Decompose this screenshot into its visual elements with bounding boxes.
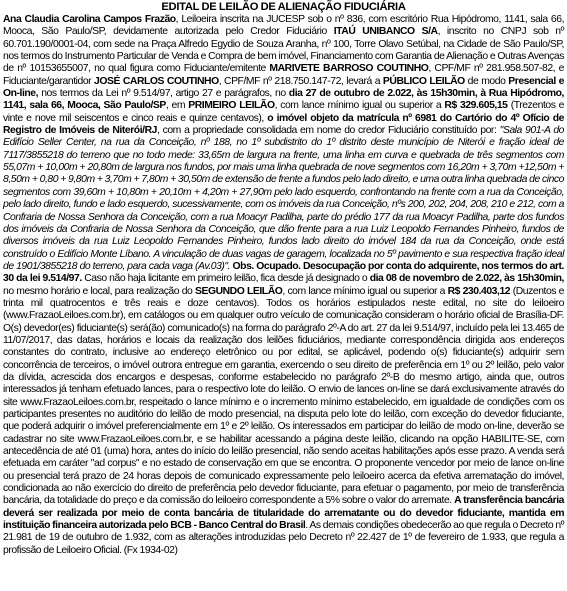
body-text-04: , CPF/MF nº 218.750.147-72, levará a xyxy=(218,75,383,87)
auctioneer-name: Ana Claudia Carolina Campos Frazão xyxy=(3,14,176,25)
body-text-14: (Duzentos e trinta mil quatrocentos e três reais e doze centavos). Todos os horários estipulados neste edital, no site do leiloeiro (www.FrazaoLeiloes.com.br), em catálogos ou em qualquer outro veículo de comunicação consideram o horário oficial de Brasília-DF. O(s) devedor(es) fiduciante(s) será(ão) comunicado(s) na forma do parágrafo 2º-A do art. 27 da lei 9.514/97, incluído pela lei 13.465 de 11/07/2017, das datas, horários e locais da realização dos leilões fiduciários, mediante correspondência dirigida aos endereços constantes do contrato, inclusive ao endereço eletrônico ou por edital, se aplicável, podendo o(s) fiduciante(s) adquirir sem concorrência de terceiros, o imóvel outrora entregue em garantia, exercendo o seu direito de preferência em 1º ou 2º leilão, pelo valor da dívida, acrescida dos encargos e despesas, conforme estabelecido no parágrafo 2º-B do mesmo artigo, ainda que, outros interessados já tenham efetuado lances, para o respectivo lote do leilão. O envio de lances on-line se dará exclusivamente através do site www.FrazaoLeiloes.com.br, respeitado o lance mínimo e o incremento mínimo estabelecido, em igualdade de condições com os participantes presentes no auditório do leilão de modo presencial, na disputa pelo lote do leilão, com exceção do devedor fiduciante, que poderá adquirir o imóvel preferencialmente em 1º e 2º leilão. Os interessados em participar do leilão de modo on-line, deverão se cadastrar no site www.FrazaoLeiloes.com.br, e se habilitar acessando a página deste leilão, clicando na opção HABILITE-SE, com antecedência de até 01 (uma) hora, antes do início do leilão presencial, não sendo aceitas habilitações após esse prazo. A venda será efetuada em caráter "ad corpus" e no estado de conservação em que se encontra. O proponente vencedor por meio de lance on-line ou presencial terá prazo de 24 horas depois de comunicado expressamente pelo leiloeiro acerca da efetiva arrematação do imóvel, condicionada ao não exercício do direito de preferência pelo devedor fiduciante, para efetuar o pagamento, por meio de transferência bancária, da totalidade do preço e da comissão do leiloeiro correspondente a 5% sobre o valor do arremate. xyxy=(3,285,564,507)
body-text-05: de modo xyxy=(464,75,509,87)
body-text-13: , com lance mínimo igual ou superior a xyxy=(282,285,448,297)
property-intro: o imóvel objeto da matrícula nº 6981 do Cartório do 4º Ofício de Registro de Imóveis de Niterói/RJ xyxy=(3,112,564,137)
body-text-01: , Leiloeira inscrita na JUCESP sob o nº 836, com escritório Rua Hipódromo, 1141, sala 66, Mooca, São Paulo/SP, devidamente autorizada pelo Credor Fiduciário xyxy=(3,14,564,38)
body-text-09: (Trezentos e vinte e nove mil seiscentos e cinco reais e quinze centavos), xyxy=(3,100,564,124)
debtor2-name: JOSÉ CARLOS COUTINHO xyxy=(94,75,219,87)
second-auction-label: SEGUNDO LEILÃO xyxy=(194,285,283,297)
second-auction-date: dia 08 de novembro de 2.022, às 15h30min, xyxy=(369,273,564,285)
first-auction-label: PRIMEIRO LEILÃO xyxy=(188,100,275,112)
body-text-06: nos termos da Lei nº 9.514/97, artigo 27 e parágrafos, no xyxy=(38,88,289,100)
notice-body xyxy=(3,14,564,557)
creditor-name: ITAÚ UNIBANCO S/A xyxy=(333,26,438,38)
auction-mode: Presencial e On-line, xyxy=(3,75,564,100)
body-text-15: . As demais condições obedecerão ao que regula o Decreto nº 21.981 de 19 de outubro de 1.932, com as alterações introduzidas pelo Decreto nº 22.427 de 1º de fevereiro de 1.933, que regula a profissão de Leiloeiro Oficial. (Fx 1934-02) xyxy=(3,520,564,556)
first-auction-value: R$ 329.605,15 xyxy=(444,100,508,112)
body-text-08: , com lance mínimo igual ou superior a xyxy=(274,100,445,112)
first-auction-date: dia 27 de outubro de 2.022, às 15h30min, à Rua Hipódromo, 1141, sala 66, Mooca, São Paulo/SP xyxy=(3,88,564,112)
payment-note: A transferência bancária deverá ser realizada por meio de conta bancária de titularidade do arrematante ou do devedor fiduciante, mantida em instituição financeira autorizada pelo BCB - Banco Central do Brasil xyxy=(3,495,564,532)
auction-type: PÚBLICO LEILÃO xyxy=(382,75,465,87)
debtor1-name: MARIVETE BARROSO COUTINHO xyxy=(269,63,429,75)
body-text-07: , em xyxy=(165,100,189,112)
notice-title: EDITAL DE LEILÃO DE ALIENAÇÃO FIDUCIÁRIA xyxy=(161,1,406,13)
occupation-note: Obs. Ocupado. Desocupação por conta do adquirente, nos termos do art. 30 da lei 9.514/97. xyxy=(3,260,564,285)
body-text-11: Caso não haja licitante em primeiro leilão, fica desde já designado o xyxy=(81,273,370,285)
body-text-03: , CPF/MF nº 281.958.507-82, e Fiduciante/garantidor xyxy=(3,63,564,87)
property-description: "Sala 901-A do Edifício Seller Center, na rua da Conceição, nº 188, no 1º subdistrito do 1º distrito deste município de Niterói e fração ideal de 7117/3855218 do terreno que no todo mede: 33,65m de largura na frente, uma linha em curva e quebrada de três segmentos com 55,07m + 10,00m + 20,80m de largura nos fundos, por mais uma linha quebrada de nove segmentos com 16,20m + 3,70m +12,50m + 8,50m + 0,80 + 9,80m + 3,70m + 7,80m + 30,50m de extensão de frente a fundos pelo lado direito, e uma outra linha quebrada de cinco segmentos com 39,60m + 10,80m + 20,10m + 4,20m + 27,90m pelo lado esquerdo, confrontando na frente com a rua da Conceição, pelo lado direito, fundo e lado esquerdo, sucessivamente, com os imóveis da rua Conceição, nºs 200, 202, 204, 208, 210 e 212, com a Confraria de Nossa Senhora da Conceição, com a rua Moacyr Padilha, parte do prédio 177 da rua Moacyr Padilha, parte dos fundos dos imóveis da Confraria de Nossa Senhora da Conceição, que dão frente para a rua Luiz Leopoldo Fernandes Pinheiro, fundos de diversos imóveis da rua Luiz Leopoldo Fernandes Pinheiro, fundos lado direito do imóvel 184 da rua da Conceição, onde está construído o Edifício Monte Líbano. A vinculação de duas vagas de garagem, localizada no 5º pavimento e sua respectiva fração ideal de 1901/3855218 do terreno, para cada vaga (Av.03)". xyxy=(3,125,564,272)
body-text-10: , com a propriedade consolidada em nome do credor Fiduciário constituído por: xyxy=(156,125,500,137)
second-auction-value: R$ 230.403,12 xyxy=(447,285,511,297)
body-text-02: , inscrito no CNPJ sob nº 60.701.190/0001-04, com sede na Praça Alfredo Egydio de Souza Aranha, nº 100, Torre Olavo Setúbal, na Cidade de São Paulo/SP, nos termos do Instrumento Particular de Venda e Compra de bem imóvel, Financiamento com Garantia de Alienação e Outras Avenças de nº 10153655007, no qual figura como Fiduciante/emitente xyxy=(3,26,564,75)
body-text-12: no mesmo horário e local, para realização do xyxy=(3,285,195,297)
